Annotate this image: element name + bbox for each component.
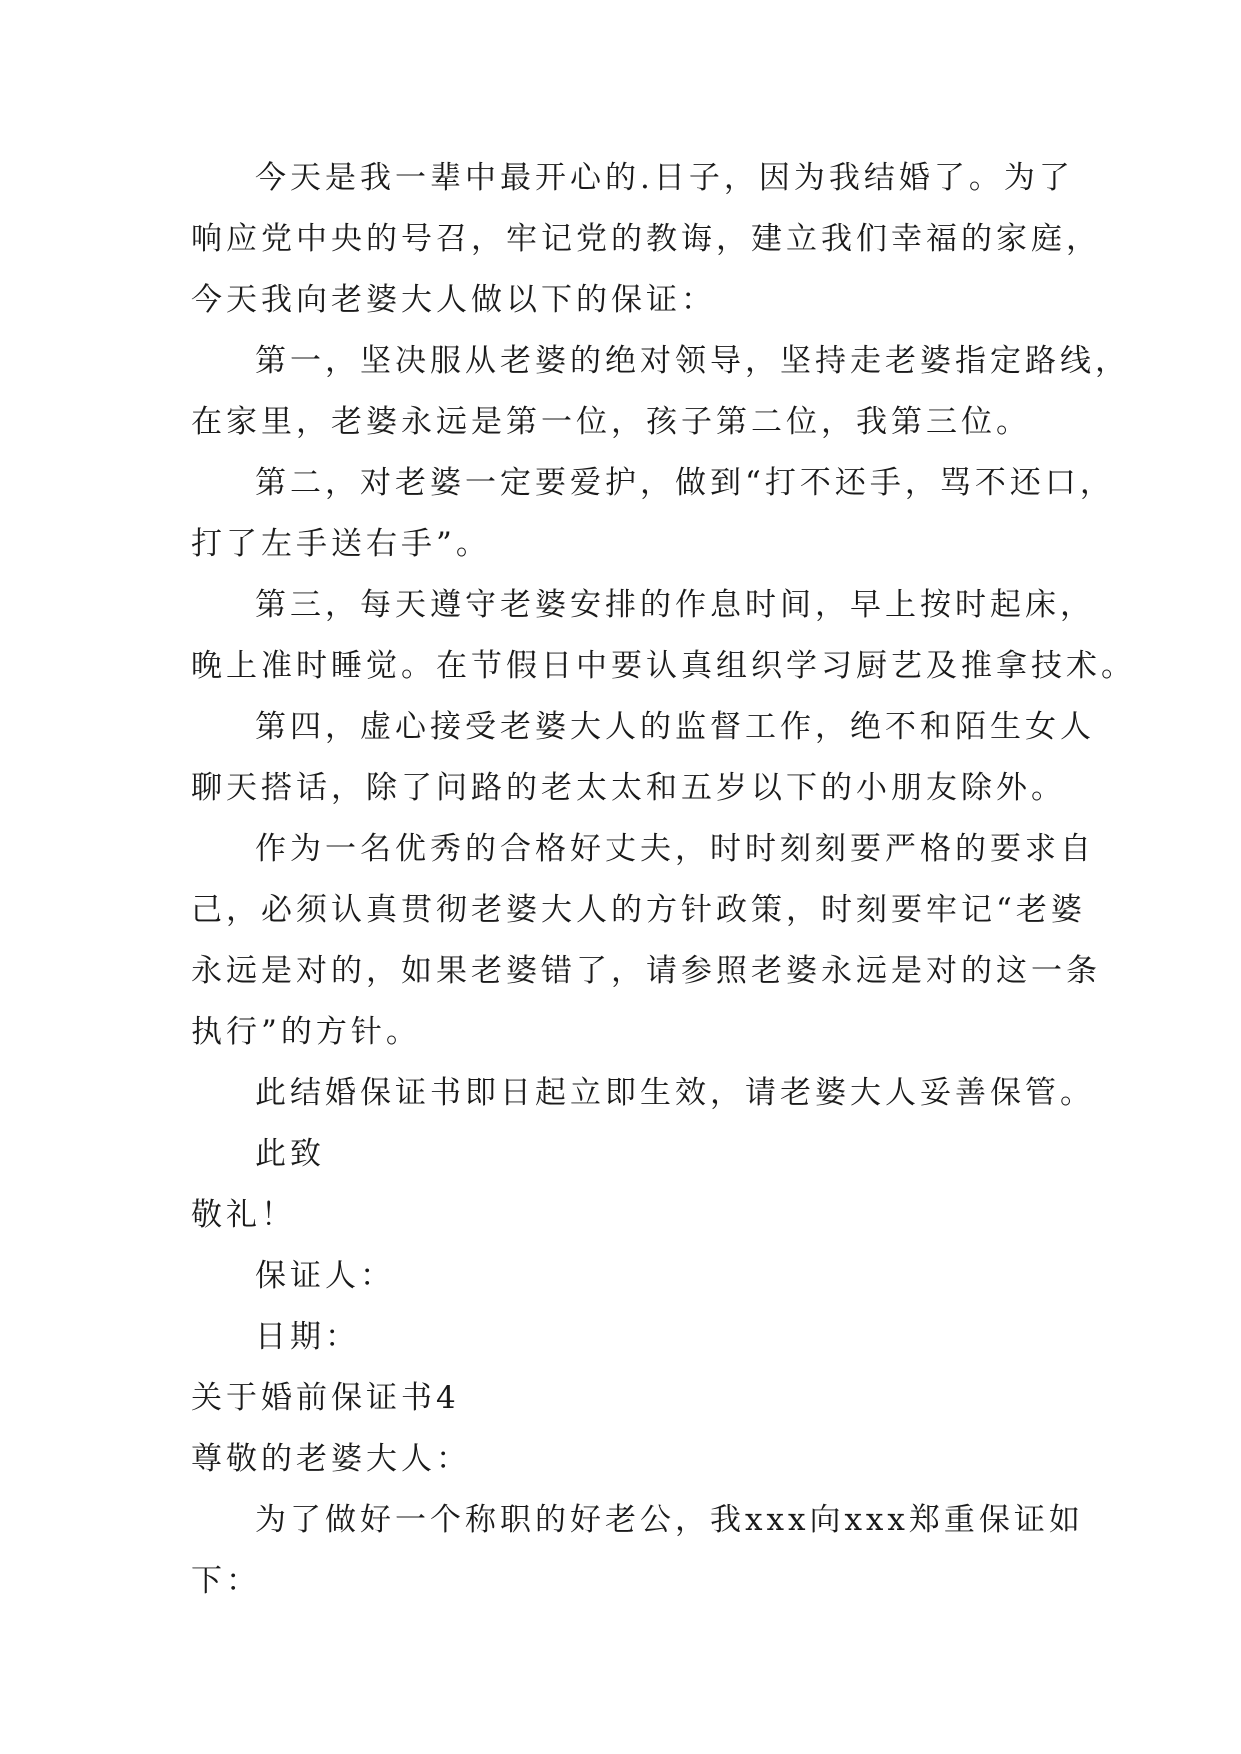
paragraph-effective: 此结婚保证书即日起立即生效，请老婆大人妥善保管。: [255, 1075, 1095, 1111]
paragraph-first-line-1: 第一，坚决服从老婆的绝对领导，坚持走老婆指定路线，: [255, 343, 1130, 379]
paragraph-intro-line-3: 今天我向老婆大人做以下的保证：: [191, 282, 716, 318]
paragraph-husband-line-4: 执行”的方针。: [191, 1014, 421, 1050]
paragraph-intro-line-1: 今天是我一辈中最开心的.日子，因为我结婚了。为了: [255, 160, 1074, 196]
closing-ci-zhi: 此致: [255, 1136, 325, 1172]
paragraph-second-line-1: 第二，对老婆一定要爱护，做到“打不还手，骂不还口，: [255, 465, 1115, 501]
paragraph-husband-line-3: 永远是对的，如果老婆错了，请参照老婆永远是对的这一条: [191, 953, 1101, 989]
paragraph-pledge-line-2: 下：: [191, 1563, 261, 1599]
paragraph-intro-line-2: 响应党中央的号召，牢记党的教诲，建立我们幸福的家庭，: [191, 221, 1101, 257]
document-body: [191, 148, 1136, 1612]
paragraph-first-line-2: 在家里，老婆永远是第一位，孩子第二位，我第三位。: [191, 404, 1031, 440]
paragraph-pledge-line-1: 为了做好一个称职的好老公，我xxx向xxx郑重保证如: [255, 1502, 1084, 1538]
paragraph-husband-line-1: 作为一名优秀的合格好丈夫，时时刻刻要严格的要求自: [255, 831, 1095, 867]
paragraph-fourth-line-1: 第四，虚心接受老婆大人的监督工作，绝不和陌生女人: [255, 709, 1095, 745]
salutation: 尊敬的老婆大人：: [191, 1441, 471, 1477]
paragraph-second-line-2: 打了左手送右手”。: [191, 526, 491, 562]
paragraph-third-line-1: 第三，每天遵守老婆安排的作息时间，早上按时起床，: [255, 587, 1095, 623]
section-heading: 关于婚前保证书4: [191, 1380, 460, 1416]
paragraph-husband-line-2: 己，必须认真贯彻老婆大人的方针政策，时刻要牢记“老婆: [191, 892, 1086, 928]
guarantor-label: 保证人：: [255, 1258, 395, 1294]
date-label: 日期：: [255, 1319, 360, 1355]
closing-jing-li: 敬礼！: [191, 1197, 296, 1233]
paragraph-fourth-line-2: 聊天搭话，除了问路的老太太和五岁以下的小朋友除外。: [191, 770, 1066, 806]
paragraph-third-line-2: 晚上准时睡觉。在节假日中要认真组织学习厨艺及推拿技术。: [191, 648, 1136, 684]
